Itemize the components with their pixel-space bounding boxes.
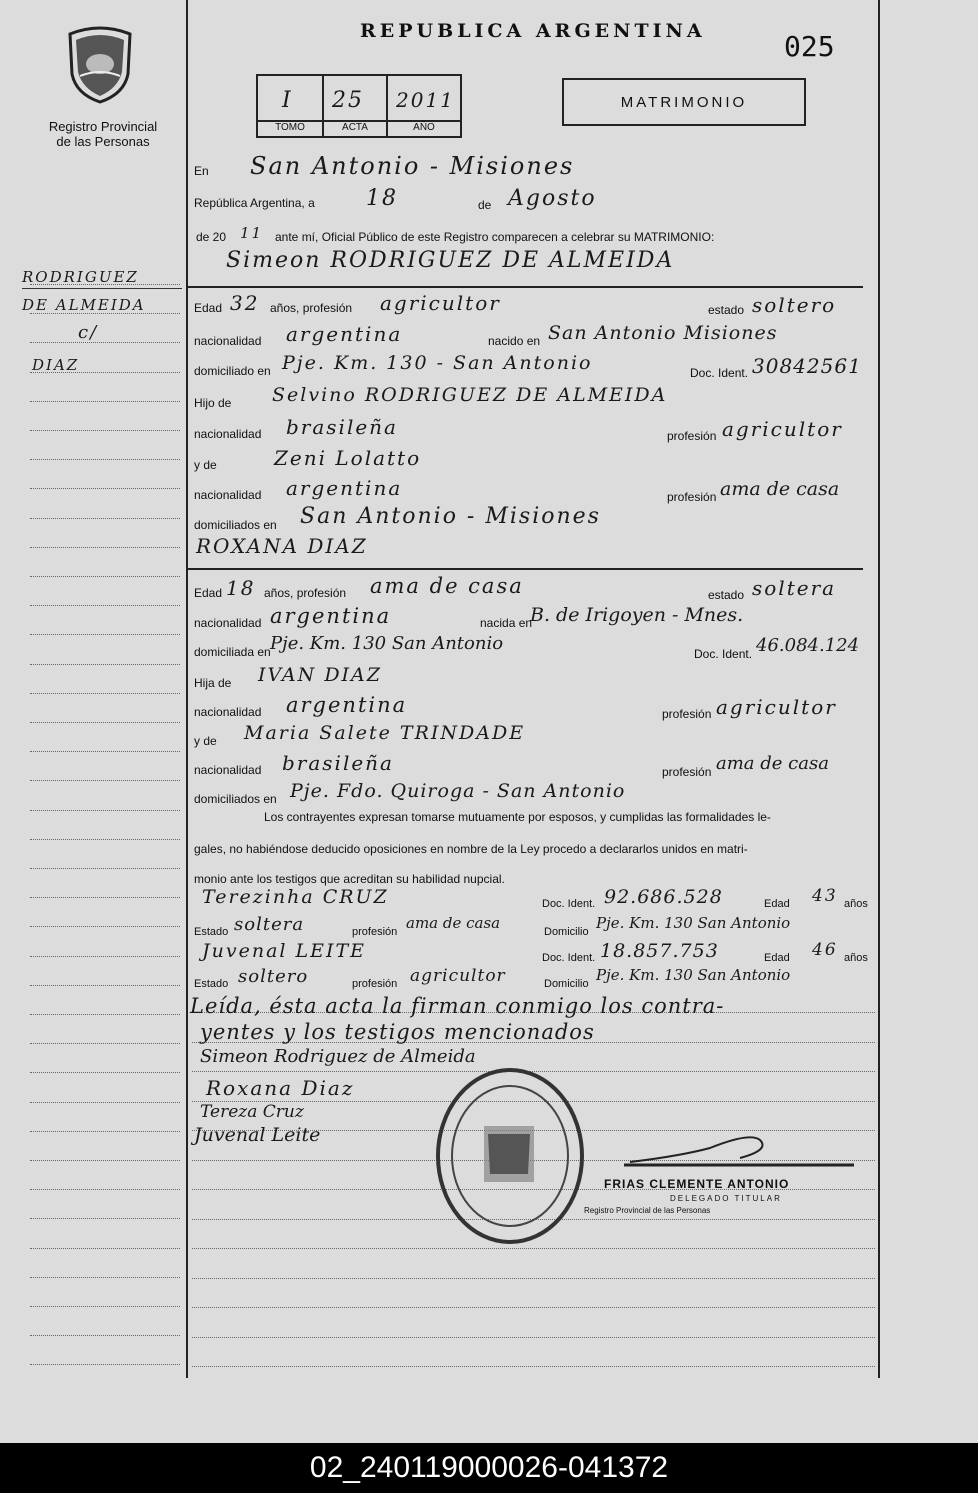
republica-label: República Argentina, a xyxy=(194,196,315,210)
margin-ruled-line xyxy=(30,1072,180,1073)
groom-edad: 32 xyxy=(230,291,260,315)
bride-father-nac-label: nacionalidad xyxy=(194,705,262,719)
witness-2-profesion: agricultor xyxy=(410,966,506,986)
margin-ruled-line xyxy=(30,430,180,431)
groom-nac-label: nacionalidad xyxy=(194,334,262,348)
body-ruled-line xyxy=(192,1337,875,1338)
margin-ruled-line xyxy=(30,488,180,489)
day-value: 18 xyxy=(366,186,398,211)
bride-father-prof: agricultor xyxy=(716,695,837,719)
groom-domicilio: Pje. Km. 130 - San Antonio xyxy=(282,352,593,374)
groom-nac: argentina xyxy=(286,322,403,346)
margin-ruled-line xyxy=(30,518,180,519)
closing-line-2: yentes y los testigos mencionados xyxy=(200,1020,595,1044)
groom-mother-nac-label: nacionalidad xyxy=(194,488,262,502)
groom-hijo-label: Hijo de xyxy=(194,396,232,410)
groom-nacido-label: nacido en xyxy=(488,334,541,348)
body-ruled-line xyxy=(192,1278,875,1279)
bride-hija-label: Hija de xyxy=(194,676,232,690)
signature-groom: Simeon Rodriguez de Almeida xyxy=(200,1046,476,1067)
margin-ruled-line xyxy=(30,926,180,927)
country-title: REPUBLICA ARGENTINA xyxy=(360,20,706,42)
groom-father-nac: brasileña xyxy=(286,415,398,439)
round-seal-icon xyxy=(432,1064,588,1248)
witness-1-edad-label: Edad xyxy=(764,898,790,910)
margin-note-3: c/ xyxy=(78,322,99,343)
bride-mother-nac: brasileña xyxy=(282,751,394,775)
bride-domiciliados: Pje. Fdo. Quiroga - San Antonio xyxy=(290,780,626,802)
witness-2-profesion-label: profesión xyxy=(352,978,398,990)
official-stamp-office: Registro Provincial de las Personas xyxy=(584,1206,711,1215)
bride-nac: argentina xyxy=(270,604,392,628)
groom-profesion-label: años, profesión xyxy=(270,301,353,315)
margin-ruled-line xyxy=(30,1306,180,1307)
place-value: San Antonio - Misiones xyxy=(250,152,575,180)
groom-father-nac-label: nacionalidad xyxy=(194,427,262,441)
acta-label: ACTA xyxy=(342,122,368,133)
legal-text-1: Los contrayentes expresan tomarse mutuamente por esposos, y cumplidas las formalidades le- xyxy=(264,810,771,824)
bride-mother-nac-label: nacionalidad xyxy=(194,763,262,777)
body-ruled-line xyxy=(192,1366,875,1367)
tomo-label: TOMO xyxy=(275,122,305,133)
bride-domiciliados-label: domiciliados en xyxy=(194,792,277,806)
witness-1-doc-label: Doc. Ident. xyxy=(542,898,596,910)
tomo-acta-anio-box xyxy=(256,74,462,138)
bride-nacida-label: nacida en xyxy=(480,616,533,630)
margin-ruled-line xyxy=(30,751,180,752)
bride-doc-label: Doc. Ident. xyxy=(694,647,753,661)
de-label: de xyxy=(478,198,492,212)
footer-code: 02_240119000026-041372 xyxy=(0,1443,978,1493)
bride-mother: Maria Salete TRINDADE xyxy=(244,722,526,744)
groom-mother-prof-label: profesión xyxy=(667,490,717,504)
bride-profesion-label: años, profesión xyxy=(264,586,347,600)
groom-domicilio-label: domiciliado en xyxy=(194,364,271,378)
bride-edad-label: Edad xyxy=(194,586,223,600)
margin-ruled-line xyxy=(30,342,180,343)
bride-domicilio: Pje. Km. 130 San Antonio xyxy=(270,633,504,654)
margin-ruled-line xyxy=(30,1335,180,1336)
year-suffix: 11 xyxy=(240,224,264,242)
groom-edad-label: Edad xyxy=(194,301,223,315)
groom-mother-nac: argentina xyxy=(286,476,403,500)
month-value: Agosto xyxy=(508,186,597,211)
groom-doc-label: Doc. Ident. xyxy=(690,366,749,380)
margin-ruled-line xyxy=(30,1014,180,1015)
margin-ruled-line xyxy=(30,664,180,665)
witness-2-edad-label: Edad xyxy=(764,952,790,964)
margin-ruled-line xyxy=(30,985,180,986)
witness-2-estado: soltero xyxy=(238,966,309,987)
bride-mother-prof: ama de casa xyxy=(716,753,829,774)
en-label: En xyxy=(194,164,209,178)
anio-value: 2011 xyxy=(396,88,455,112)
registry-office-line2: de las Personas xyxy=(56,134,150,149)
shield-logo-icon xyxy=(64,24,136,104)
margin-ruled-line xyxy=(30,372,180,373)
record-type-box xyxy=(562,78,806,126)
bride-estado-label: estado xyxy=(708,588,745,602)
margin-ruled-line xyxy=(30,780,180,781)
bride-father-prof-label: profesión xyxy=(662,707,712,721)
groom-father-prof: agricultor xyxy=(722,417,843,441)
bride-father: IVAN DIAZ xyxy=(258,664,382,686)
groom-mother-prof: ama de casa xyxy=(720,478,840,500)
margin-ruled-line xyxy=(30,956,180,957)
groom-mother: Zeni Lolatto xyxy=(274,446,422,470)
margin-ruled-line xyxy=(30,576,180,577)
margin-ruled-line xyxy=(30,1102,180,1103)
witness-2-estado-label: Estado xyxy=(194,978,229,990)
witness-1-domicilio: Pje. Km. 130 San Antonio xyxy=(596,914,791,932)
year-prefix: de 20 xyxy=(196,230,227,244)
bride-edad: 18 xyxy=(226,576,256,600)
anio-label: AÑO xyxy=(413,122,435,133)
witness-1-doc: 92.686.528 xyxy=(604,886,723,908)
groom-yde-label: y de xyxy=(194,458,217,472)
bride-doc: 46.084.124 xyxy=(756,635,860,656)
margin-note-2: DE ALMEIDA xyxy=(22,296,146,314)
groom-nacido: San Antonio Misiones xyxy=(548,322,778,344)
groom-profesion: agricultor xyxy=(380,291,501,315)
official-signature-icon xyxy=(620,1128,860,1168)
margin-ruled-line xyxy=(30,897,180,898)
margin-ruled-line xyxy=(30,1248,180,1249)
margin-ruled-line xyxy=(30,284,180,285)
witness-2-doc: 18.857.753 xyxy=(600,940,719,962)
legal-text-2: gales, no habiéndose deducido oposiciones en nombre de la Ley procedo a declararlos unidos en matri- xyxy=(194,842,748,856)
bride-name: ROXANA DIAZ xyxy=(196,534,368,558)
margin-ruled-line xyxy=(30,1218,180,1219)
record-number: 025 xyxy=(784,30,835,63)
bride-profesion: ama de casa xyxy=(370,574,524,598)
official-stamp-title: DELEGADO TITULAR xyxy=(670,1194,782,1203)
groom-father: Selvino RODRIGUEZ DE ALMEIDA xyxy=(272,384,668,406)
margin-ruled-line xyxy=(30,1189,180,1190)
witness-2-name: Juvenal LEITE xyxy=(202,940,367,962)
margin-note-4: DIAZ xyxy=(32,356,80,374)
witness-2-domicilio-label: Domicilio xyxy=(544,978,589,990)
record-type: MATRIMONIO xyxy=(620,93,748,111)
bride-father-nac: argentina xyxy=(286,693,408,717)
groom-estado-label: estado xyxy=(708,303,745,317)
groom-name: Simeon RODRIGUEZ DE ALMEIDA xyxy=(226,248,675,273)
bride-yde-label: y de xyxy=(194,734,217,748)
margin-ruled-line xyxy=(30,693,180,694)
witness-1-name: Terezinha CRUZ xyxy=(202,886,389,908)
margin-ruled-line xyxy=(30,868,180,869)
groom-domiciliados-label: domiciliados en xyxy=(194,518,277,532)
groom-domiciliados: San Antonio - Misiones xyxy=(300,504,601,529)
signature-bride: Roxana Diaz xyxy=(206,1076,355,1100)
margin-ruled-line xyxy=(30,839,180,840)
witness-2-edad: 46 xyxy=(812,940,838,960)
margin-note-1: RODRIGUEZ xyxy=(22,268,139,286)
witness-1-estado: soltera xyxy=(234,914,305,935)
left-column-divider xyxy=(186,0,188,1378)
groom-estado: soltero xyxy=(752,293,837,317)
official-round-seal xyxy=(432,1064,588,1248)
margin-ruled-line xyxy=(30,313,180,314)
witness-1-edad: 43 xyxy=(812,886,838,906)
right-border xyxy=(878,0,880,1378)
margin-ruled-line xyxy=(30,1131,180,1132)
margin-ruled-line xyxy=(30,634,180,635)
bride-domicilio-label: domiciliada en xyxy=(194,645,271,659)
margin-ruled-line xyxy=(30,810,180,811)
witness-2-anios-label: años xyxy=(844,952,868,964)
acta-value: 25 xyxy=(332,88,364,113)
witness-1-profesion-label: profesión xyxy=(352,926,398,938)
bride-mother-prof-label: profesión xyxy=(662,765,712,779)
margin-ruled-line xyxy=(30,401,180,402)
witness-2-doc-label: Doc. Ident. xyxy=(542,952,596,964)
signature-witness-2: Juvenal Leite xyxy=(194,1124,321,1146)
margin-ruled-line xyxy=(30,605,180,606)
legal-text-3: monio ante los testigos que acreditan su habilidad nupcial. xyxy=(194,872,505,886)
bride-nacida: B. de Irigoyen - Mnes. xyxy=(530,604,744,626)
witness-1-profesion: ama de casa xyxy=(406,914,501,932)
margin-ruled-line xyxy=(30,722,180,723)
margin-ruled-line xyxy=(30,1277,180,1278)
tomo-value: I xyxy=(282,88,293,113)
margin-ruled-line xyxy=(30,459,180,460)
bride-nac-label: nacionalidad xyxy=(194,616,262,630)
groom-father-prof-label: profesión xyxy=(667,429,717,443)
witness-1-estado-label: Estado xyxy=(194,926,229,938)
official-signature-stroke xyxy=(620,1128,860,1168)
registry-office-line1: Registro Provincial xyxy=(48,119,158,134)
margin-ruled-line xyxy=(30,1160,180,1161)
registry-seal xyxy=(64,24,136,104)
body-ruled-line xyxy=(192,1248,875,1249)
margin-ruled-line xyxy=(30,1364,180,1365)
registry-office-name xyxy=(20,119,186,149)
intro-statement: ante mí, Oficial Público de este Registro comparecen a celebrar su MATRIMONIO: xyxy=(275,230,715,244)
closing-line-1: Leída, ésta acta la firman conmigo los contra- xyxy=(190,994,725,1018)
groom-doc: 30842561 xyxy=(752,354,862,378)
witness-1-domicilio-label: Domicilio xyxy=(544,926,589,938)
body-ruled-line xyxy=(192,1307,875,1308)
official-stamp-name: FRIAS CLEMENTE ANTONIO xyxy=(604,1177,790,1191)
margin-ruled-line xyxy=(30,1043,180,1044)
margin-ruled-line xyxy=(30,547,180,548)
bride-estado: soltera xyxy=(752,576,837,600)
witness-2-domicilio: Pje. Km. 130 San Antonio xyxy=(596,966,791,984)
witness-1-anios-label: años xyxy=(844,898,868,910)
signature-witness-1: Tereza Cruz xyxy=(200,1102,304,1122)
